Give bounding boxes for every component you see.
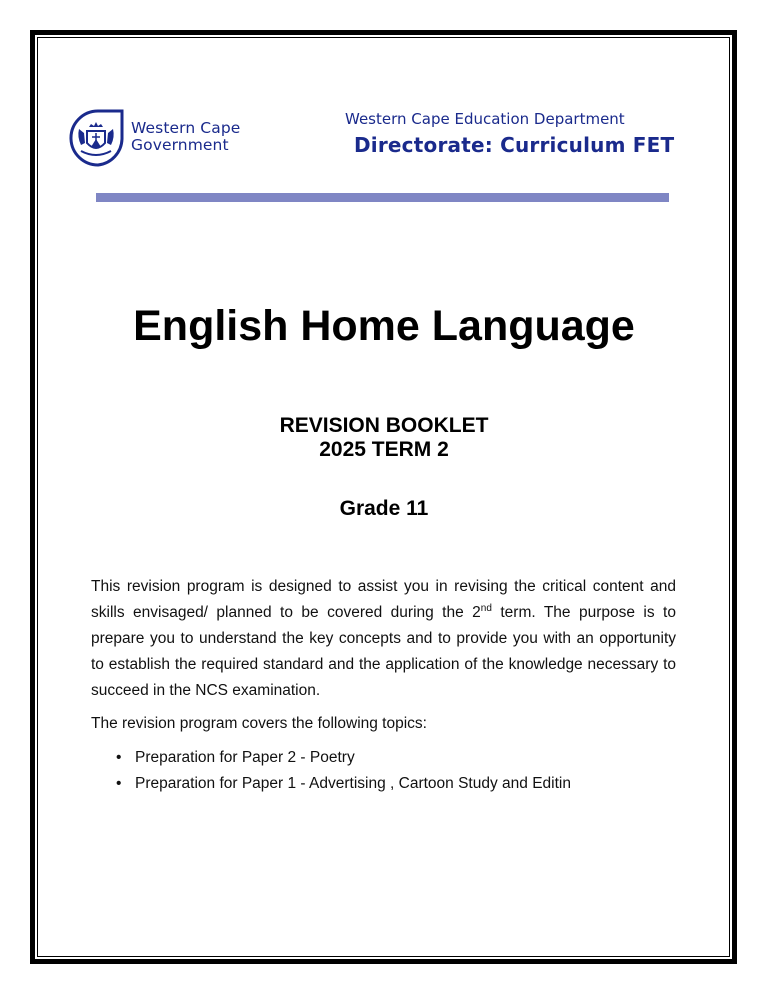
western-cape-government-logo (67, 107, 267, 169)
list-item (116, 771, 676, 797)
coat-of-arms-icon (67, 107, 125, 169)
header-divider (96, 193, 669, 202)
logo-line-1: Western Cape (131, 119, 241, 137)
intro-part-1: This revision program is designed to assist you in revising the critical content and skills envisaged/ planned to be covered during the 2 (91, 578, 676, 621)
topics-intro: The revision program covers the following topics: (91, 715, 427, 732)
subtitle-line-2: 2025 TERM 2 (319, 438, 449, 461)
body-text (91, 574, 676, 797)
document-subtitle (0, 414, 768, 462)
topic-text: Preparation for Paper 2 - Poetry (135, 749, 355, 766)
directorate-name: Directorate: Curriculum FET (354, 133, 675, 157)
topic-text: Preparation for Paper 1 - Advertising , Cartoon Study and Editin (135, 775, 571, 792)
subtitle-line-1: REVISION BOOKLET (279, 414, 489, 437)
logo-line-2: Government (131, 136, 229, 154)
logo-wordmark (131, 120, 240, 154)
intro-paragraph (91, 574, 676, 704)
grade-label: Grade 11 (339, 497, 429, 520)
document-title: English Home Language (133, 302, 635, 350)
topics-list (91, 745, 676, 797)
department-name: Western Cape Education Department (345, 110, 625, 128)
list-item (116, 745, 676, 771)
intro-part-2: term. The purpose is to prepare you to understand the key concepts and to provide you with an opportunity to establish the required standard and the application of the knowledge necessary to succeed in the NCS examination. (91, 604, 676, 699)
bullet-icon: • (116, 749, 122, 766)
ordinal-superscript: nd (480, 602, 492, 614)
bullet-icon: • (116, 775, 122, 792)
